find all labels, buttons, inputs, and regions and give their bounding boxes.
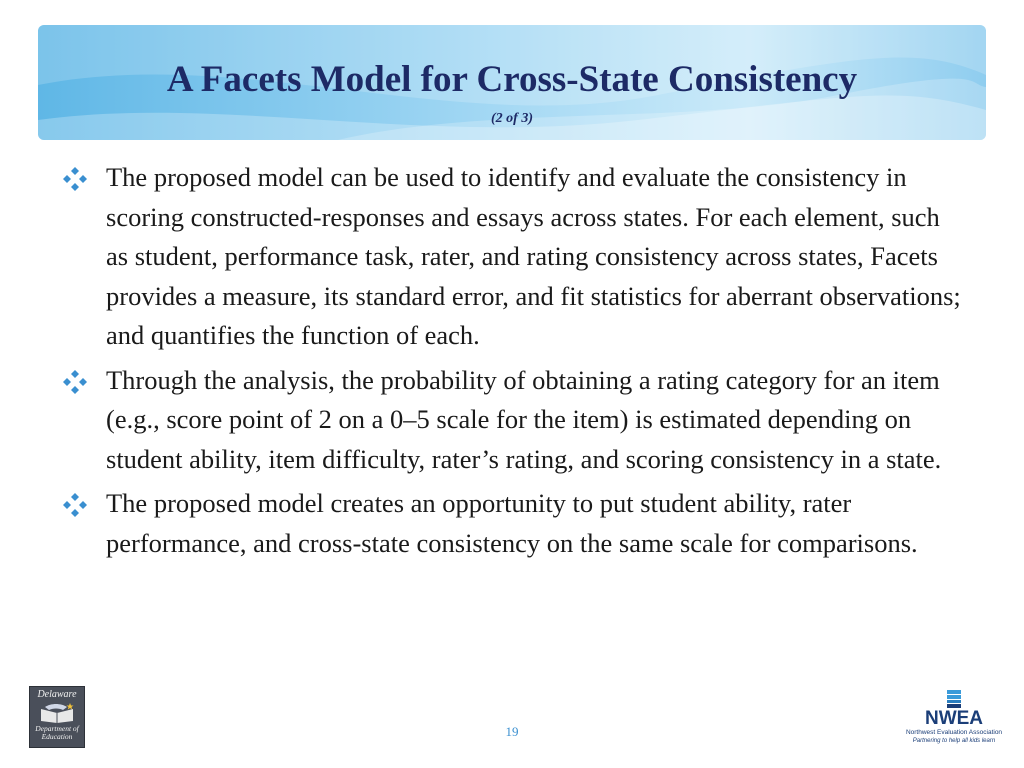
- bullet-item: [62, 158, 967, 356]
- bullet-text: The proposed model creates an opportunity to put student ability, rater performance, and cross-state consistency on the same scale for comparisons.: [106, 488, 918, 558]
- bullet-text: The proposed model can be used to identify and evaluate the consistency in scoring constructed-responses and essays across states. For each element, such as student, performance task, rater, and rating consistency across states, Facets provides a measure, its standard error, and fit statistics for aberrant observations; and quantifies the function of each.: [106, 162, 961, 350]
- nwea-logo: [898, 690, 1010, 750]
- open-book-icon: [37, 701, 77, 723]
- four-diamond-bullet-icon: [62, 166, 88, 192]
- nwea-tagline: Partnering to help all kids learn: [912, 738, 996, 744]
- nwea-brand: NWEA: [924, 708, 984, 729]
- bullet-list: [62, 158, 967, 568]
- bullet-item: [62, 484, 967, 563]
- nwea-bars-icon: [947, 690, 961, 708]
- delaware-department-of-education-logo: [29, 686, 85, 748]
- nwea-organization: Northwest Evaluation Association: [905, 729, 1003, 736]
- bullet-item: [62, 361, 967, 480]
- logo-state-name: Delaware: [37, 689, 77, 700]
- logo-department-name: Department of Education: [35, 724, 79, 741]
- slide-title: A Facets Model for Cross-State Consistency: [166, 59, 858, 100]
- four-diamond-bullet-icon: [62, 369, 88, 395]
- page-number: 19: [505, 724, 519, 739]
- four-diamond-bullet-icon: [62, 492, 88, 518]
- slide-subtitle: (2 of 3): [491, 111, 533, 126]
- bullet-text: Through the analysis, the probability of obtaining a rating category for an item (e.g., score point of 2 on a 0–5 scale for the item) is estimated depending on student ability, item difficulty, rater’s rating, and scoring consistency in a state.: [106, 364, 942, 474]
